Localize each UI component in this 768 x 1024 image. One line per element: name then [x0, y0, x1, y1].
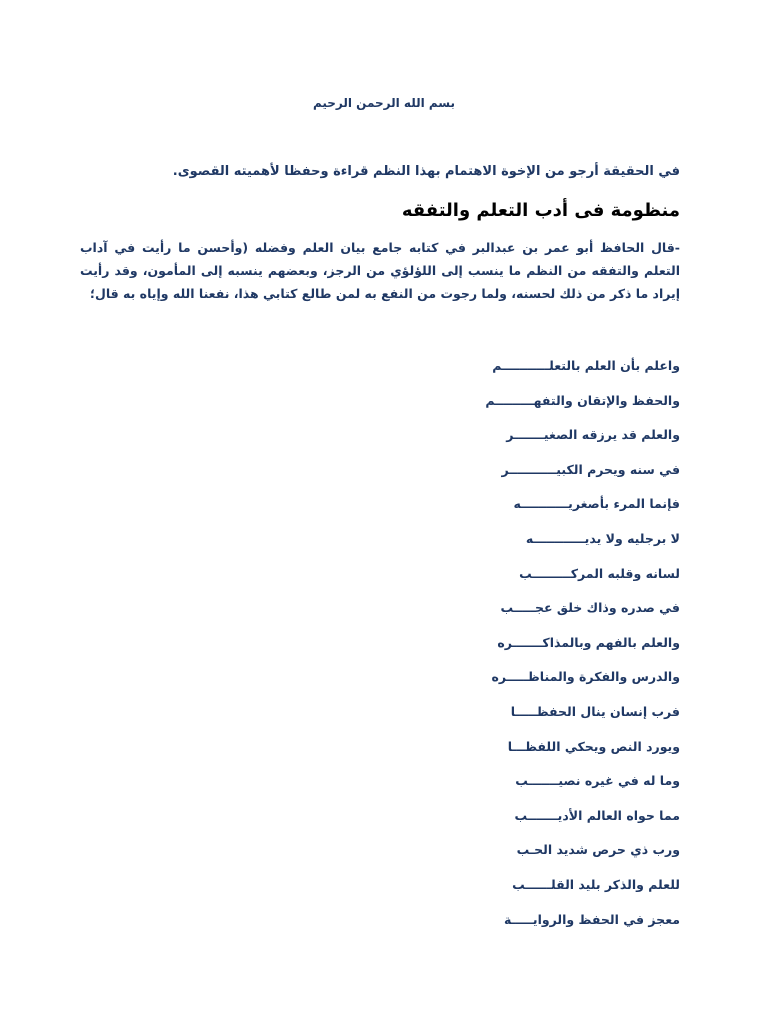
quote-paragraph: -قال الحافظ أبو عمر بن عبدالبر في كتابه جامع بيان العلم وفضله (وأحسن ما رأيت في آداب التعلم والتفقه من النظم ما ينسب إلى اللؤلؤي من الرجز، وبعضهم ينسبه إلى المأمون، وقد رأيت إيراد ما ذكر من ذلك لحسنه، ولما رجوت من النفع به لمن طالع كتابي هذا، نفعنا الله وإياه به قال؛ [80, 240, 680, 301]
verse-list [430, 356, 680, 944]
verse-line: معجز في الحفظ والروايـــــة [503, 911, 680, 927]
verse-line: في صدره وذاك خلق عجـــــب [500, 600, 680, 616]
intro-note: في الحقيقة أرجو من الإخوة الاهتمام بهذا النظم قراءة وحفظا لأهميته القصوى. [172, 164, 680, 179]
verse-line: وما له في غيره نصيـــــــب [515, 773, 680, 789]
verse-line: والحفظ والإتقان والتفهـــــــــم [485, 392, 680, 408]
verse-line: والعلم بالفهم وبالمذاكـــــــره [497, 634, 680, 650]
verse-line: لسانه وقلبه المركـــــــــب [519, 565, 680, 581]
verse-line: ويورد النص ويحكي اللفظـــا [507, 738, 680, 754]
verse-line: واعلم بأن العلم بالتعلـــــــــــم [492, 358, 680, 373]
poem-title: منظومة فى أدب التعلم والتفقه [401, 200, 680, 221]
verse-line: والعلم قد يرزقه الصغيـــــــر [506, 427, 680, 443]
verse-line: فرب إنسان ينال الحفظـــــا [510, 703, 680, 719]
basmala: بسم الله الرحمن الرحيم [312, 96, 456, 110]
verse-line: فإنما المرء بأصغريـــــــــــه [513, 496, 680, 512]
verse-line: ورب ذي حرص شديد الحـب [516, 842, 680, 858]
verse-line: والدرس والفكرة والمناظـــــره [491, 669, 680, 685]
verse-line: لا برجليه ولا يديــــــــــــه [525, 530, 680, 546]
verse-line: مما حواه العالم الأديـــــــب [514, 807, 680, 823]
verse-line: في سنه ويحرم الكبيـــــــــــر [501, 461, 680, 477]
verse-line: للعلم والذكر بليد القلــــــب [512, 876, 680, 892]
